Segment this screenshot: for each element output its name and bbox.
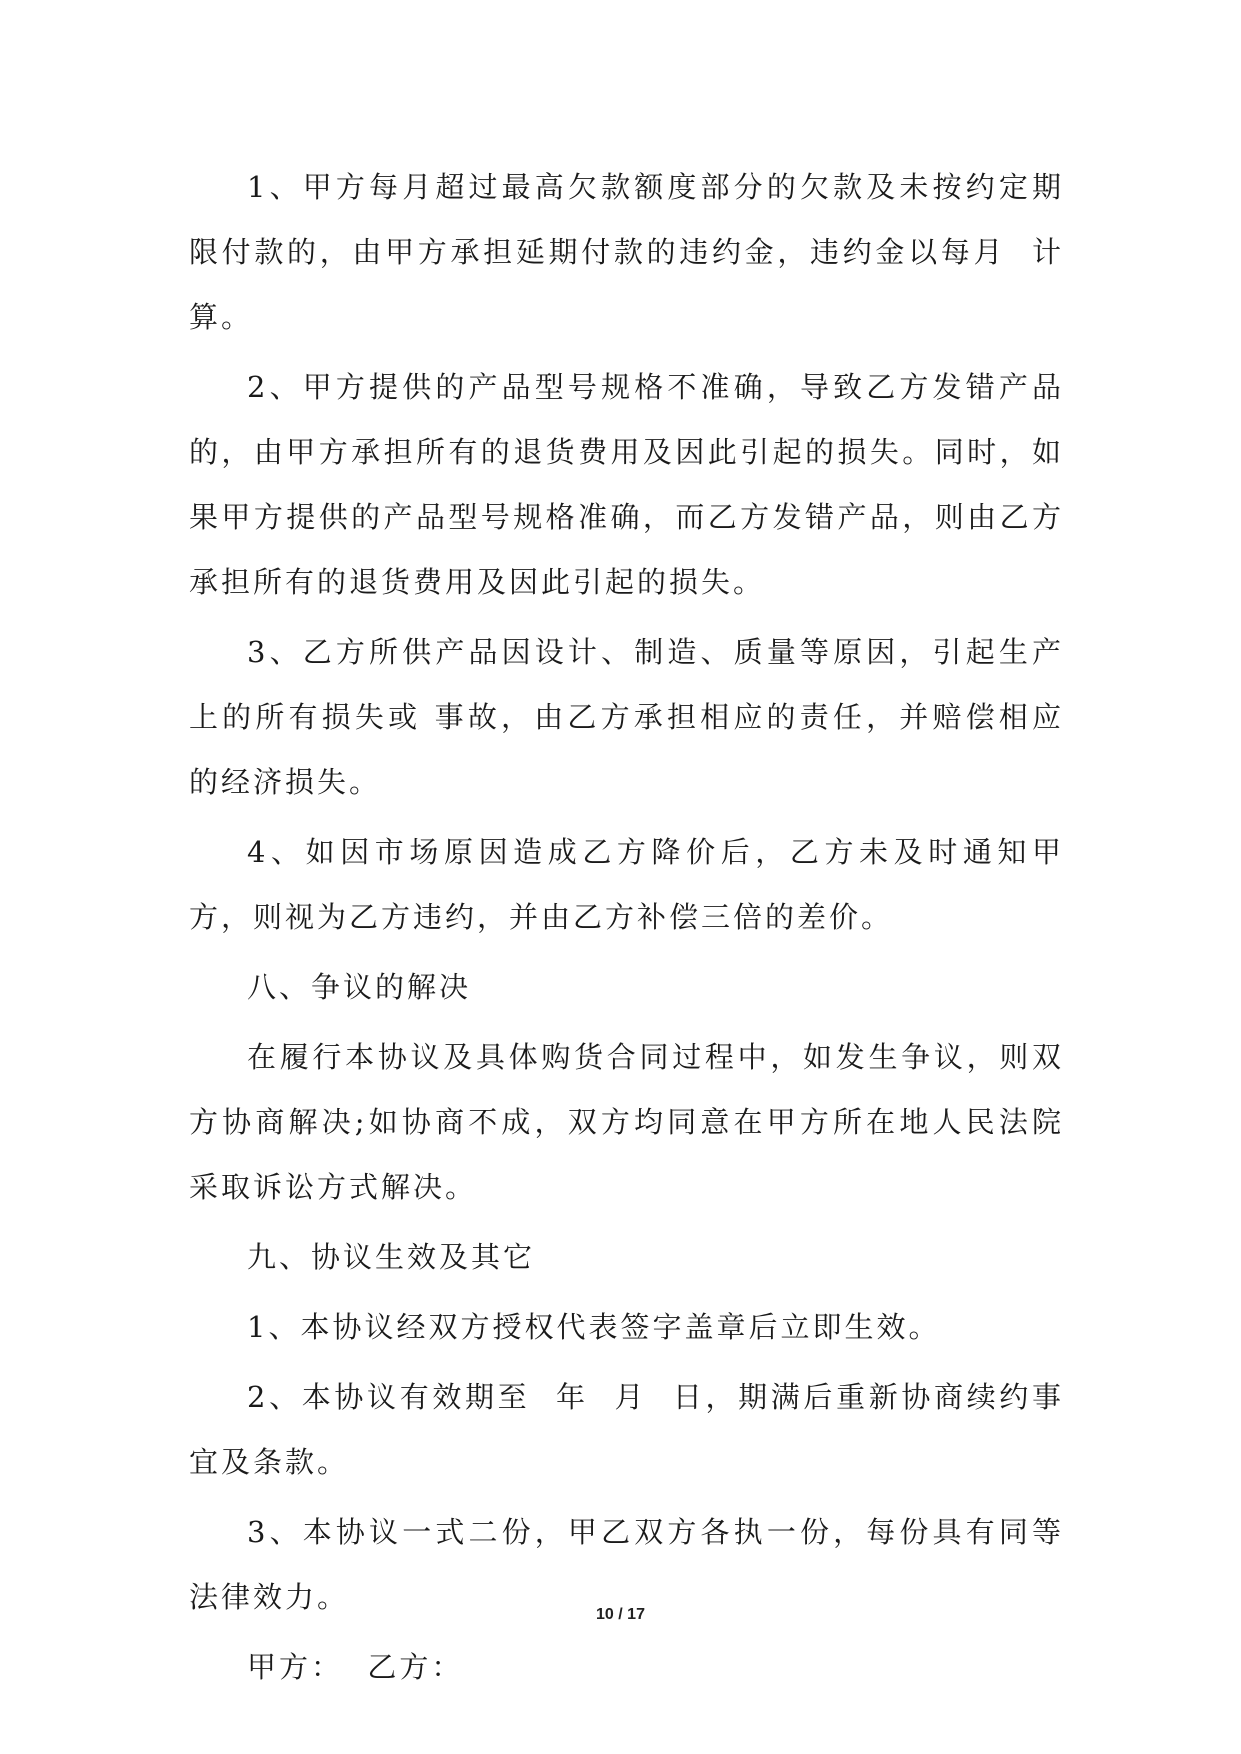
clause-wrong-specification: 2、甲方提供的产品型号规格不准确，导致乙方发错产品的，由甲方承担所有的退货费用及因此引起的损失。同时，如果甲方提供的产品型号规格准确，而乙方发错产品，则由乙方承担所有的退货费用及因此引起的损失。 bbox=[189, 370, 1064, 599]
section-heading-dispute: 八、争议的解决 bbox=[247, 970, 472, 1004]
document-body bbox=[189, 155, 1064, 1705]
clause-product-defect: 3、乙方所供产品因设计、制造、质量等原因，引起生产上的所有损失或 事故，由乙方承担相应的责任，并赔偿相应的经济损失。 bbox=[189, 635, 1064, 799]
clause-price-reduction: 4、如因市场原因造成乙方降价后，乙方未及时通知甲方，则视为乙方违约，并由乙方补偿三倍的差价。 bbox=[189, 835, 1064, 934]
clause-copies: 3、本协议一式二份，甲乙双方各执一份，每份具有同等法律效力。 bbox=[189, 1515, 1064, 1614]
section-heading-effectiveness: 九、协议生效及其它 bbox=[247, 1240, 536, 1274]
signature-line: 甲方： 乙方： bbox=[247, 1650, 464, 1684]
clause-effective-on-signing: 1、本协议经双方授权代表签字盖章后立即生效。 bbox=[247, 1310, 941, 1344]
page-number: 10 / 17 bbox=[596, 1606, 645, 1623]
clause-penalty-late-payment: 1、甲方每月超过最高欠款额度部分的欠款及未按约定期限付款的，由甲方承担延期付款的违约金，违约金以每月 计算。 bbox=[189, 170, 1064, 334]
clause-validity-period: 2、本协议有效期至 年 月 日，期满后重新协商续约事宜及条款。 bbox=[189, 1380, 1064, 1479]
clause-dispute-resolution: 在履行本协议及具体购货合同过程中，如发生争议，则双方协商解决;如协商不成，双方均同意在甲方所在地人民法院采取诉讼方式解决。 bbox=[189, 1040, 1064, 1204]
